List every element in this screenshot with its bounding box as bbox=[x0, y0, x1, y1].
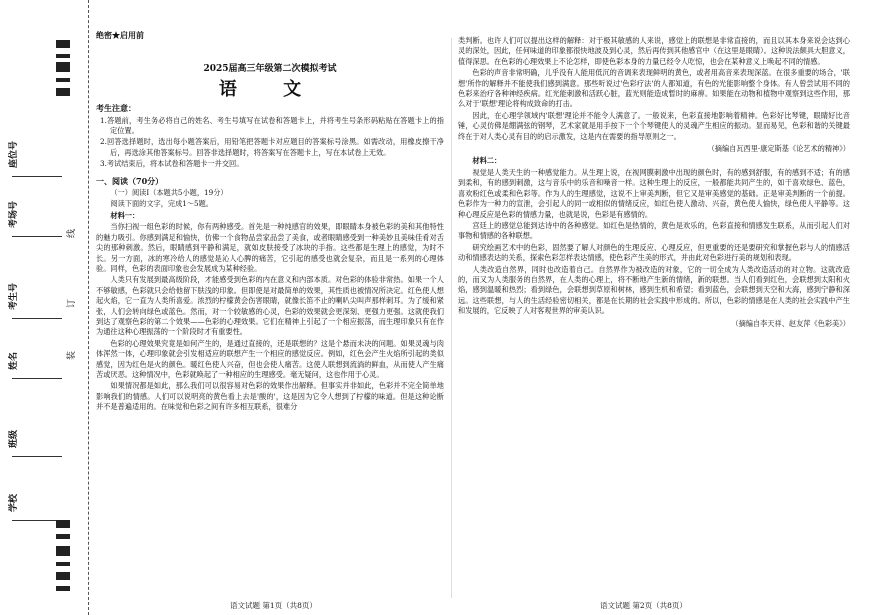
margin-label-room: 考场号 bbox=[9, 200, 19, 228]
barcode-mark bbox=[56, 62, 70, 72]
material-two-label: 材料二： bbox=[472, 156, 502, 166]
margin-line bbox=[12, 236, 62, 237]
margin-label-seat: 座位号 bbox=[9, 140, 19, 168]
source-citation: （摘编自瓦西里·康定斯基《论艺术的精神》） bbox=[707, 144, 850, 154]
page-footer-left: 语文试题 第1页（共8页） bbox=[230, 601, 317, 610]
paragraph: 色彩的声音非常明确，儿乎没有人能用低沉的音调来表现鲜明的黄色，或者用高音来表现深蓝。在很多重要的场合，'联想'所作的解释并不能使我们感到满意。那些听说过'色彩疗法'的人都知道，有色的光能影响整个身体。有人曾尝试用不同的色彩来治疗各种神经疾病。红光能刺激和活跃心脏，蓝光则能造成暂时的麻痹。如果能在动物和植物中观察到这些作用，那么对于'联想'理论将构成致命的打击。 bbox=[458, 68, 850, 109]
material-one-label: 材料一： bbox=[110, 210, 140, 220]
page-footer-right: 语文试题 第2页（共8页） bbox=[600, 601, 687, 610]
paragraph: 因此，在心理学领域内'联想'理论并不能令人满意了。一般说来，色彩直接地影响着精神。色彩好比琴键，眼睛好比音锤，心灵仿佛是绷满弦的钢琴，艺术家就是用手按下一个个琴键使人的灵魂产生相应的振动。显而易见，色彩和谐的关键最终在于对人类心灵有目的的启示激发，这是内在需要的指导原则之一。 bbox=[458, 110, 850, 141]
margin-label-exam-id: 考生号 bbox=[9, 282, 19, 310]
paragraph: 类判断。也许人们可以提出这样的解释：对于极其敏感的人来说，感觉上的联想是非常直接的，而且以其本身来说会达到心灵的深处，因此，任何味道的印象都很快地波及到心灵，然后再传到其他感官中（在这里是眼睛）。这种说法颇具大胆意义，值得深思。在色彩的心理效果上不论怎样，即使色彩本身的力量已经令人吃惊，也会在某种意义上唤起不同的情感。 bbox=[458, 36, 850, 66]
margin-line bbox=[12, 456, 62, 457]
paragraph: 色彩的心理效果究竟是如何产生的，是通过直接的，还是联想的？这是个悬而未决的问题。如果灵魂与肉体浑然一体，心理印象就会引发相适应的联想产生一个相应的感觉反应。例如，红色会产生火焰所引起的类似感觉，因为红色是火的颜色。暖红色使人兴奋，但也会使人痛苦。这使人联想到流淌的鲜血，从而使人产生痛苦或厌恶。这种情况中，色彩就唤起了一种相应的生理感受。毫无疑问，这也作用于心灵。 bbox=[96, 338, 444, 379]
paragraph: 如果情况都是如此，那么我们可以很容易对色彩的效果作出解释。但事实并非如此，色彩并不完全简单地影响我们的情感。人们可以说明亮的黄色看上去是'酸的'，这是因为它令人想到了柠檬的味道。但是这种论断并不是普遍适用的。在味觉和色彩之间有许多相互联系，很难分 bbox=[96, 381, 444, 412]
right-page bbox=[458, 36, 850, 331]
cut-mark-seal: 装 bbox=[67, 350, 77, 360]
source-citation: （摘编自李天祥、赵友萍《色彩美》） bbox=[731, 318, 850, 328]
note-item: 1.答题前，考生务必将自己的姓名、考生号填写在试卷和答题卡上，并将考生号条形码粘贴在答题卡上的指定位置。 bbox=[100, 115, 444, 136]
cut-mark-line: 线 bbox=[67, 228, 77, 238]
barcode-mark bbox=[56, 520, 70, 528]
margin-label-school: 学校 bbox=[9, 493, 19, 512]
paragraph: 人类改造自然界，同时也改造着自己。自然界作为被改造的对象，它的一切全成为人类改造活动的对立物。这就改造的，而又为人类服务的自然界，在人类的心理上，将不断地产生新的情绪，新的联想。当人们看到红色，会联想到太阳和火焰，感到温暖和热烈；看到绿色，会联想到草原和树林，感到生机和希望；看到蓝色，会联想到天空和大海，感到宁静和深远。这些联想，与人的生活经验密切相关，都是在长期的社会实践中形成的。所以，色彩的情感是在人类的社会实践中产生和发展的，它反映了人对客观世界的审美认识。 bbox=[458, 264, 850, 316]
section-heading: 一、阅读（70分） bbox=[96, 175, 164, 186]
barcode-mark bbox=[56, 562, 70, 566]
subject-title: 语 文 bbox=[218, 78, 322, 100]
barcode-mark bbox=[56, 40, 70, 48]
margin-label-class: 班级 bbox=[9, 429, 19, 448]
margin-line bbox=[12, 176, 62, 177]
subsection-heading: （一）阅读Ⅰ（本题共5小题，19分） bbox=[110, 188, 228, 198]
margin-line bbox=[12, 318, 62, 319]
barcode-mark bbox=[56, 546, 70, 556]
left-page bbox=[96, 30, 444, 414]
note-item: 2.回答选择题时，选出每小题答案后，用铅笔把答题卡对应题目的答案标号涂黑。如需改动，用橡皮擦干净后，再选涂其他答案标号。回答非选择题时，将答案写在答题卡上，写在本试卷上无效。 bbox=[100, 137, 444, 157]
binding-margin bbox=[0, 0, 89, 615]
note-item: 3.考试结束后，将本试卷和答题卡一并交回。 bbox=[100, 159, 244, 169]
paragraph: 宫廷上的感觉总能到达诗中的各种感觉。如红色是热情的，黄色是欢乐的，色彩直接和情感发生联系，从而引起人们对事物和情感的各种联想。 bbox=[458, 220, 850, 241]
barcode-mark bbox=[56, 54, 70, 58]
barcode-mark bbox=[56, 534, 70, 539]
margin-label-name: 姓名 bbox=[9, 351, 19, 370]
confidential-label: 绝密★启用前 bbox=[96, 30, 144, 40]
paragraph: 人类只有发展到最高级阶段，才能感受到色彩的内在意义和内部本质。对色彩的体验非常热。如果一个人不够敏感，色彩就只会给他留下肤浅的印象。但即使是对最简单的效果，其性质也被情况所决定。红色使人想起火焰，它一直为人类所喜爱。浓烈的柠檬黄会伤害眼睛，就像长笛不止的喇叭尖叫声那样刺耳。为了缓和紧张，人们会转向绿色或蓝色。然而，对一个较敏感的心灵，色彩的效果就会更深刻、更强力更强。这就使我们到达了观察色彩的第二个效果——色彩的心理效果。它们在精神上引起了一个相应振荡，而生理印象只有在作为通往这种心理振荡的一个阶段时才有重要性。 bbox=[96, 275, 444, 337]
barcode-mark bbox=[56, 78, 70, 82]
cut-mark-bind: 订 bbox=[67, 298, 77, 308]
paragraph: 视觉是人类天生的一种感觉能力。从生理上说，在视网膜刺激中出现的颜色时，有的感到舒服，有的感到不适；有的感到柔和，有的感到刺激，这与音乐中的乐音和噪音一样。这种生理上的反应，一般都能共同产生的，如干喜欢绿色、蓝色，喜欢粉红色或柔和色彩等。作为人的生理感觉，这说不上审美判断，但它又是审美感觉的基础。正是审美判断的一个前提。色彩作为一种力的宣泄，会引起人的同一或相似的情绪反应，如红色使人激动、兴奋，黄色使人愉快，绿色使人平静等。这种心理反应是色彩的情感力量，也就是说，色彩是有感情的。 bbox=[458, 167, 850, 219]
barcode-mark bbox=[56, 88, 70, 96]
notes-heading: 考生注意： bbox=[96, 103, 136, 114]
paragraph: 研究绘画艺术中的色彩，固然要了解人对颜色的生理反应、心理反应，但更重要的还是要研究和掌握色彩与人的情感活动和情感表达的关系，探索色彩怎样表达情感，使色彩产生美的形式，并由此对色彩进行美的规划和表现。 bbox=[458, 242, 850, 263]
barcode-mark bbox=[56, 586, 70, 591]
margin-line bbox=[12, 378, 62, 379]
barcode-mark bbox=[56, 572, 70, 580]
exam-title: 2025届高三年级第二次模拟考试 bbox=[203, 64, 337, 75]
page-divider bbox=[451, 38, 452, 598]
paragraph: 当你扫视一组色彩的时候，你有两种感受。首先是一种纯感官的效果，即眼睛本身被色彩的美和其他特性的魅力吸引。你感到满足和愉快，仿佛一个食物品尝家品尝了美食，或者眼睛感受到一种美妙且美味佳肴对舌尖的那种刺激。然后，眼睛感到平静和满足，就如皮肤接受了冰块的手指。这些都是生理上的感觉，为时不长。另一方面，冰的寒冷给人的感觉是沁人心脾的痛苦，它引起的感受也就会复杂，而且是一系列的心理体验。同样，色彩的表面印象也会发展成为某种经验。 bbox=[96, 222, 444, 273]
instruction: 阅读下面的文字，完成1～5题。 bbox=[110, 199, 213, 209]
margin-line bbox=[12, 520, 62, 521]
